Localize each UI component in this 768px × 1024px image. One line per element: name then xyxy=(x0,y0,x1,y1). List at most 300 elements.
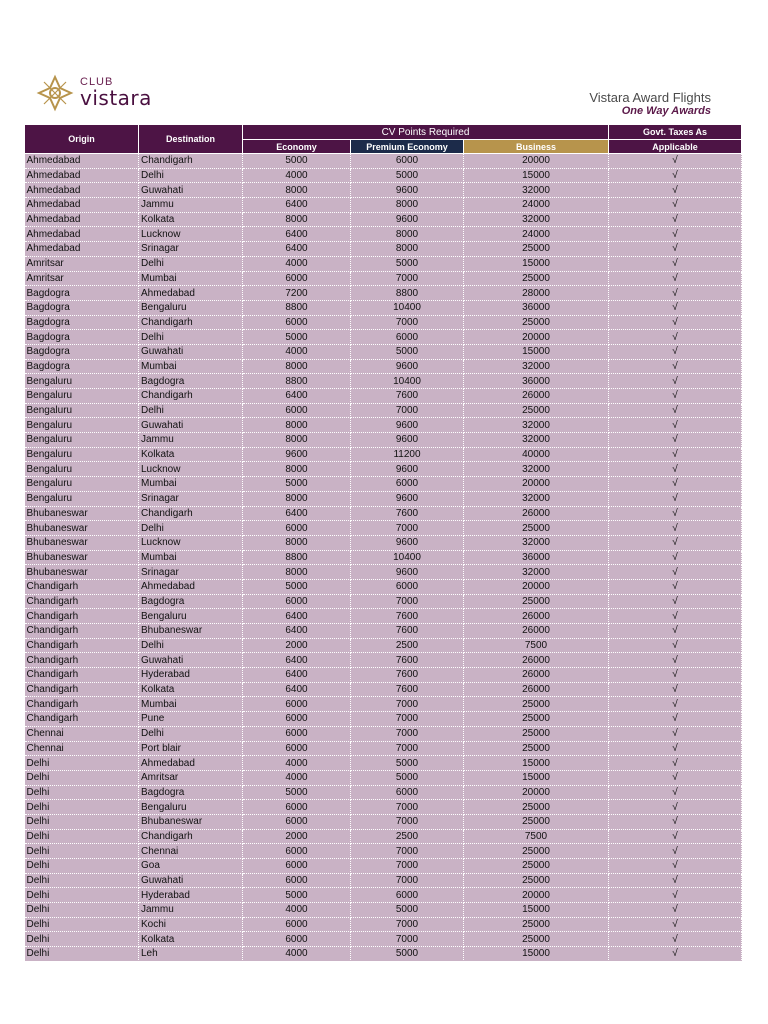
premium-economy-cell: 9600 xyxy=(351,565,464,580)
premium-economy-cell: 7600 xyxy=(351,624,464,639)
taxes-cell: √ xyxy=(609,741,742,756)
taxes-cell: √ xyxy=(609,756,742,771)
header-cv-points: CV Points Required xyxy=(243,125,609,140)
economy-cell: 6000 xyxy=(243,917,351,932)
destination-cell: Kolkata xyxy=(139,682,243,697)
origin-cell: Chandigarh xyxy=(25,653,139,668)
taxes-cell: √ xyxy=(609,242,742,257)
table-row xyxy=(25,844,742,859)
title-sub: One Way Awards xyxy=(621,105,711,117)
taxes-cell: √ xyxy=(609,888,742,903)
business-cell: 36000 xyxy=(464,374,609,389)
business-cell: 15000 xyxy=(464,903,609,918)
origin-cell: Bhubaneswar xyxy=(25,521,139,536)
origin-cell: Delhi xyxy=(25,932,139,947)
table-row xyxy=(25,154,742,169)
business-cell: 20000 xyxy=(464,154,609,169)
economy-cell: 4000 xyxy=(243,256,351,271)
economy-cell: 6000 xyxy=(243,800,351,815)
business-cell: 15000 xyxy=(464,344,609,359)
business-cell: 26000 xyxy=(464,624,609,639)
table-row xyxy=(25,374,742,389)
table-row xyxy=(25,726,742,741)
origin-cell: Bagdogra xyxy=(25,286,139,301)
taxes-cell: √ xyxy=(609,653,742,668)
economy-cell: 6000 xyxy=(243,873,351,888)
destination-cell: Jammu xyxy=(139,198,243,213)
premium-economy-cell: 9600 xyxy=(351,183,464,198)
economy-cell: 8800 xyxy=(243,300,351,315)
business-cell: 24000 xyxy=(464,227,609,242)
table-row xyxy=(25,903,742,918)
table-row xyxy=(25,418,742,433)
origin-cell: Chandigarh xyxy=(25,579,139,594)
table-row xyxy=(25,624,742,639)
club-vistara-logo xyxy=(36,74,196,114)
table-row xyxy=(25,168,742,183)
table-row xyxy=(25,814,742,829)
premium-economy-cell: 7000 xyxy=(351,859,464,874)
premium-economy-cell: 6000 xyxy=(351,888,464,903)
economy-cell: 6400 xyxy=(243,198,351,213)
table-row xyxy=(25,712,742,727)
taxes-cell: √ xyxy=(609,682,742,697)
economy-cell: 6000 xyxy=(243,403,351,418)
table-row xyxy=(25,638,742,653)
business-cell: 25000 xyxy=(464,594,609,609)
destination-cell: Delhi xyxy=(139,168,243,183)
business-cell: 26000 xyxy=(464,389,609,404)
taxes-cell: √ xyxy=(609,624,742,639)
destination-cell: Pune xyxy=(139,712,243,727)
taxes-cell: √ xyxy=(609,403,742,418)
premium-economy-cell: 6000 xyxy=(351,579,464,594)
origin-cell: Delhi xyxy=(25,785,139,800)
premium-economy-cell: 5000 xyxy=(351,756,464,771)
origin-cell: Delhi xyxy=(25,829,139,844)
destination-cell: Bengaluru xyxy=(139,609,243,624)
destination-cell: Lucknow xyxy=(139,227,243,242)
origin-cell: Bengaluru xyxy=(25,374,139,389)
taxes-cell: √ xyxy=(609,315,742,330)
business-cell: 25000 xyxy=(464,814,609,829)
taxes-cell: √ xyxy=(609,579,742,594)
economy-cell: 6400 xyxy=(243,389,351,404)
destination-cell: Srinagar xyxy=(139,491,243,506)
taxes-cell: √ xyxy=(609,418,742,433)
premium-economy-cell: 7600 xyxy=(351,609,464,624)
table-row xyxy=(25,932,742,947)
economy-cell: 8000 xyxy=(243,418,351,433)
header-origin: Origin xyxy=(25,125,139,154)
taxes-cell: √ xyxy=(609,873,742,888)
table-row xyxy=(25,521,742,536)
premium-economy-cell: 10400 xyxy=(351,374,464,389)
business-cell: 25000 xyxy=(464,741,609,756)
economy-cell: 8000 xyxy=(243,433,351,448)
taxes-cell: √ xyxy=(609,947,742,962)
business-cell: 20000 xyxy=(464,330,609,345)
destination-cell: Kochi xyxy=(139,917,243,932)
premium-economy-cell: 7000 xyxy=(351,844,464,859)
table-row xyxy=(25,550,742,565)
premium-economy-cell: 8000 xyxy=(351,242,464,257)
economy-cell: 6400 xyxy=(243,242,351,257)
economy-cell: 5000 xyxy=(243,477,351,492)
destination-cell: Delhi xyxy=(139,330,243,345)
table-row xyxy=(25,829,742,844)
business-cell: 25000 xyxy=(464,873,609,888)
premium-economy-cell: 6000 xyxy=(351,154,464,169)
economy-cell: 8000 xyxy=(243,462,351,477)
business-cell: 32000 xyxy=(464,418,609,433)
destination-cell: Chandigarh xyxy=(139,829,243,844)
origin-cell: Bagdogra xyxy=(25,315,139,330)
premium-economy-cell: 7600 xyxy=(351,653,464,668)
business-cell: 7500 xyxy=(464,638,609,653)
table-row xyxy=(25,462,742,477)
premium-economy-cell: 7000 xyxy=(351,932,464,947)
destination-cell: Bhubaneswar xyxy=(139,624,243,639)
table-row xyxy=(25,256,742,271)
destination-cell: Srinagar xyxy=(139,242,243,257)
taxes-cell: √ xyxy=(609,829,742,844)
destination-cell: Amritsar xyxy=(139,770,243,785)
business-cell: 7500 xyxy=(464,829,609,844)
economy-cell: 4000 xyxy=(243,168,351,183)
origin-cell: Bengaluru xyxy=(25,491,139,506)
premium-economy-cell: 7000 xyxy=(351,315,464,330)
premium-economy-cell: 8000 xyxy=(351,227,464,242)
title-main: Vistara Award Flights xyxy=(589,90,711,105)
taxes-cell: √ xyxy=(609,726,742,741)
taxes-cell: √ xyxy=(609,227,742,242)
economy-cell: 5000 xyxy=(243,785,351,800)
table-row xyxy=(25,344,742,359)
taxes-cell: √ xyxy=(609,256,742,271)
business-cell: 25000 xyxy=(464,917,609,932)
origin-cell: Delhi xyxy=(25,888,139,903)
business-cell: 25000 xyxy=(464,932,609,947)
origin-cell: Ahmedabad xyxy=(25,183,139,198)
logo-brand-text: vistara xyxy=(80,86,152,110)
table-row xyxy=(25,506,742,521)
business-cell: 25000 xyxy=(464,726,609,741)
header-destination: Destination xyxy=(139,125,243,154)
logo-club-text: CLUB xyxy=(80,76,114,88)
business-cell: 20000 xyxy=(464,785,609,800)
premium-economy-cell: 10400 xyxy=(351,300,464,315)
business-cell: 32000 xyxy=(464,359,609,374)
origin-cell: Delhi xyxy=(25,947,139,962)
table-row xyxy=(25,403,742,418)
destination-cell: Jammu xyxy=(139,433,243,448)
destination-cell: Delhi xyxy=(139,256,243,271)
origin-cell: Bengaluru xyxy=(25,477,139,492)
premium-economy-cell: 7000 xyxy=(351,741,464,756)
destination-cell: Goa xyxy=(139,859,243,874)
destination-cell: Chennai xyxy=(139,844,243,859)
premium-economy-cell: 5000 xyxy=(351,168,464,183)
economy-cell: 8000 xyxy=(243,212,351,227)
table-row xyxy=(25,433,742,448)
taxes-cell: √ xyxy=(609,712,742,727)
origin-cell: Delhi xyxy=(25,917,139,932)
taxes-cell: √ xyxy=(609,814,742,829)
origin-cell: Chandigarh xyxy=(25,609,139,624)
table-row xyxy=(25,183,742,198)
taxes-cell: √ xyxy=(609,506,742,521)
economy-cell: 6400 xyxy=(243,624,351,639)
business-cell: 15000 xyxy=(464,256,609,271)
premium-economy-cell: 7600 xyxy=(351,668,464,683)
economy-cell: 6400 xyxy=(243,609,351,624)
origin-cell: Bagdogra xyxy=(25,330,139,345)
table-row xyxy=(25,447,742,462)
economy-cell: 4000 xyxy=(243,344,351,359)
origin-cell: Bengaluru xyxy=(25,418,139,433)
table-row xyxy=(25,359,742,374)
origin-cell: Ahmedabad xyxy=(25,154,139,169)
economy-cell: 6000 xyxy=(243,741,351,756)
business-cell: 25000 xyxy=(464,242,609,257)
business-cell: 15000 xyxy=(464,770,609,785)
table-row xyxy=(25,653,742,668)
economy-cell: 6000 xyxy=(243,859,351,874)
taxes-cell: √ xyxy=(609,697,742,712)
economy-cell: 6400 xyxy=(243,227,351,242)
header-business: Business xyxy=(464,140,609,154)
premium-economy-cell: 5000 xyxy=(351,256,464,271)
premium-economy-cell: 7000 xyxy=(351,697,464,712)
taxes-cell: √ xyxy=(609,462,742,477)
premium-economy-cell: 9600 xyxy=(351,462,464,477)
destination-cell: Hyderabad xyxy=(139,668,243,683)
origin-cell: Ahmedabad xyxy=(25,242,139,257)
table-row xyxy=(25,565,742,580)
origin-cell: Bengaluru xyxy=(25,447,139,462)
business-cell: 20000 xyxy=(464,477,609,492)
business-cell: 25000 xyxy=(464,859,609,874)
table-row xyxy=(25,477,742,492)
business-cell: 26000 xyxy=(464,653,609,668)
economy-cell: 8000 xyxy=(243,491,351,506)
taxes-cell: √ xyxy=(609,521,742,536)
destination-cell: Leh xyxy=(139,947,243,962)
destination-cell: Srinagar xyxy=(139,565,243,580)
economy-cell: 6400 xyxy=(243,506,351,521)
economy-cell: 8000 xyxy=(243,183,351,198)
premium-economy-cell: 8000 xyxy=(351,198,464,213)
business-cell: 36000 xyxy=(464,300,609,315)
economy-cell: 6400 xyxy=(243,682,351,697)
table-row xyxy=(25,271,742,286)
destination-cell: Kolkata xyxy=(139,212,243,227)
taxes-cell: √ xyxy=(609,785,742,800)
premium-economy-cell: 7000 xyxy=(351,726,464,741)
economy-cell: 6000 xyxy=(243,271,351,286)
table-row xyxy=(25,668,742,683)
origin-cell: Ahmedabad xyxy=(25,198,139,213)
table-row xyxy=(25,756,742,771)
destination-cell: Guwahati xyxy=(139,344,243,359)
table-row xyxy=(25,800,742,815)
destination-cell: Bengaluru xyxy=(139,300,243,315)
table-row xyxy=(25,242,742,257)
origin-cell: Chandigarh xyxy=(25,712,139,727)
premium-economy-cell: 9600 xyxy=(351,491,464,506)
taxes-cell: √ xyxy=(609,154,742,169)
destination-cell: Chandigarh xyxy=(139,389,243,404)
economy-cell: 6000 xyxy=(243,814,351,829)
table-row xyxy=(25,330,742,345)
economy-cell: 2000 xyxy=(243,638,351,653)
taxes-cell: √ xyxy=(609,609,742,624)
destination-cell: Kolkata xyxy=(139,447,243,462)
destination-cell: Mumbai xyxy=(139,697,243,712)
premium-economy-cell: 5000 xyxy=(351,903,464,918)
taxes-cell: √ xyxy=(609,330,742,345)
taxes-cell: √ xyxy=(609,535,742,550)
premium-economy-cell: 10400 xyxy=(351,550,464,565)
table-row xyxy=(25,682,742,697)
origin-cell: Bengaluru xyxy=(25,403,139,418)
table-row xyxy=(25,859,742,874)
origin-cell: Bhubaneswar xyxy=(25,506,139,521)
premium-economy-cell: 6000 xyxy=(351,477,464,492)
destination-cell: Guwahati xyxy=(139,183,243,198)
destination-cell: Bengaluru xyxy=(139,800,243,815)
taxes-cell: √ xyxy=(609,550,742,565)
table-row xyxy=(25,594,742,609)
table-row xyxy=(25,917,742,932)
business-cell: 15000 xyxy=(464,756,609,771)
destination-cell: Mumbai xyxy=(139,359,243,374)
vistara-emblem-icon xyxy=(36,74,74,112)
economy-cell: 6000 xyxy=(243,712,351,727)
destination-cell: Guwahati xyxy=(139,873,243,888)
destination-cell: Mumbai xyxy=(139,550,243,565)
economy-cell: 6400 xyxy=(243,653,351,668)
origin-cell: Delhi xyxy=(25,873,139,888)
taxes-cell: √ xyxy=(609,168,742,183)
header-taxes-line2: Applicable xyxy=(609,140,742,154)
premium-economy-cell: 7000 xyxy=(351,271,464,286)
economy-cell: 4000 xyxy=(243,903,351,918)
header-economy: Economy xyxy=(243,140,351,154)
economy-cell: 2000 xyxy=(243,829,351,844)
premium-economy-cell: 7000 xyxy=(351,403,464,418)
table-row xyxy=(25,389,742,404)
business-cell: 25000 xyxy=(464,844,609,859)
destination-cell: Guwahati xyxy=(139,653,243,668)
table-row xyxy=(25,873,742,888)
destination-cell: Hyderabad xyxy=(139,888,243,903)
taxes-cell: √ xyxy=(609,638,742,653)
premium-economy-cell: 7000 xyxy=(351,594,464,609)
economy-cell: 8000 xyxy=(243,565,351,580)
economy-cell: 5000 xyxy=(243,579,351,594)
document-title xyxy=(589,90,711,117)
destination-cell: Delhi xyxy=(139,403,243,418)
premium-economy-cell: 7000 xyxy=(351,712,464,727)
business-cell: 32000 xyxy=(464,462,609,477)
origin-cell: Chennai xyxy=(25,741,139,756)
destination-cell: Delhi xyxy=(139,638,243,653)
origin-cell: Delhi xyxy=(25,859,139,874)
economy-cell: 9600 xyxy=(243,447,351,462)
taxes-cell: √ xyxy=(609,770,742,785)
economy-cell: 6000 xyxy=(243,315,351,330)
premium-economy-cell: 9600 xyxy=(351,535,464,550)
economy-cell: 6400 xyxy=(243,668,351,683)
table-body xyxy=(25,154,742,962)
origin-cell: Bhubaneswar xyxy=(25,550,139,565)
taxes-cell: √ xyxy=(609,198,742,213)
table-row xyxy=(25,300,742,315)
destination-cell: Ahmedabad xyxy=(139,286,243,301)
destination-cell: Lucknow xyxy=(139,535,243,550)
origin-cell: Bengaluru xyxy=(25,389,139,404)
origin-cell: Bengaluru xyxy=(25,433,139,448)
economy-cell: 6000 xyxy=(243,697,351,712)
taxes-cell: √ xyxy=(609,271,742,286)
origin-cell: Amritsar xyxy=(25,256,139,271)
premium-economy-cell: 6000 xyxy=(351,785,464,800)
business-cell: 32000 xyxy=(464,212,609,227)
taxes-cell: √ xyxy=(609,903,742,918)
premium-economy-cell: 11200 xyxy=(351,447,464,462)
destination-cell: Ahmedabad xyxy=(139,579,243,594)
origin-cell: Chandigarh xyxy=(25,668,139,683)
taxes-cell: √ xyxy=(609,447,742,462)
destination-cell: Chandigarh xyxy=(139,315,243,330)
origin-cell: Bengaluru xyxy=(25,462,139,477)
header-premium-economy: Premium Economy xyxy=(351,140,464,154)
table-row xyxy=(25,785,742,800)
table-row xyxy=(25,947,742,962)
table-row xyxy=(25,315,742,330)
origin-cell: Bhubaneswar xyxy=(25,565,139,580)
table-row xyxy=(25,491,742,506)
origin-cell: Chandigarh xyxy=(25,682,139,697)
business-cell: 32000 xyxy=(464,535,609,550)
taxes-cell: √ xyxy=(609,491,742,506)
origin-cell: Bagdogra xyxy=(25,300,139,315)
table-row xyxy=(25,579,742,594)
premium-economy-cell: 7600 xyxy=(351,682,464,697)
business-cell: 25000 xyxy=(464,521,609,536)
premium-economy-cell: 7000 xyxy=(351,521,464,536)
economy-cell: 8000 xyxy=(243,535,351,550)
origin-cell: Chandigarh xyxy=(25,638,139,653)
taxes-cell: √ xyxy=(609,477,742,492)
destination-cell: Bagdogra xyxy=(139,785,243,800)
business-cell: 32000 xyxy=(464,491,609,506)
destination-cell: Delhi xyxy=(139,726,243,741)
business-cell: 25000 xyxy=(464,403,609,418)
economy-cell: 4000 xyxy=(243,770,351,785)
table-row xyxy=(25,741,742,756)
business-cell: 26000 xyxy=(464,682,609,697)
business-cell: 26000 xyxy=(464,668,609,683)
destination-cell: Delhi xyxy=(139,521,243,536)
business-cell: 26000 xyxy=(464,506,609,521)
destination-cell: Ahmedabad xyxy=(139,756,243,771)
origin-cell: Bagdogra xyxy=(25,359,139,374)
taxes-cell: √ xyxy=(609,374,742,389)
business-cell: 28000 xyxy=(464,286,609,301)
